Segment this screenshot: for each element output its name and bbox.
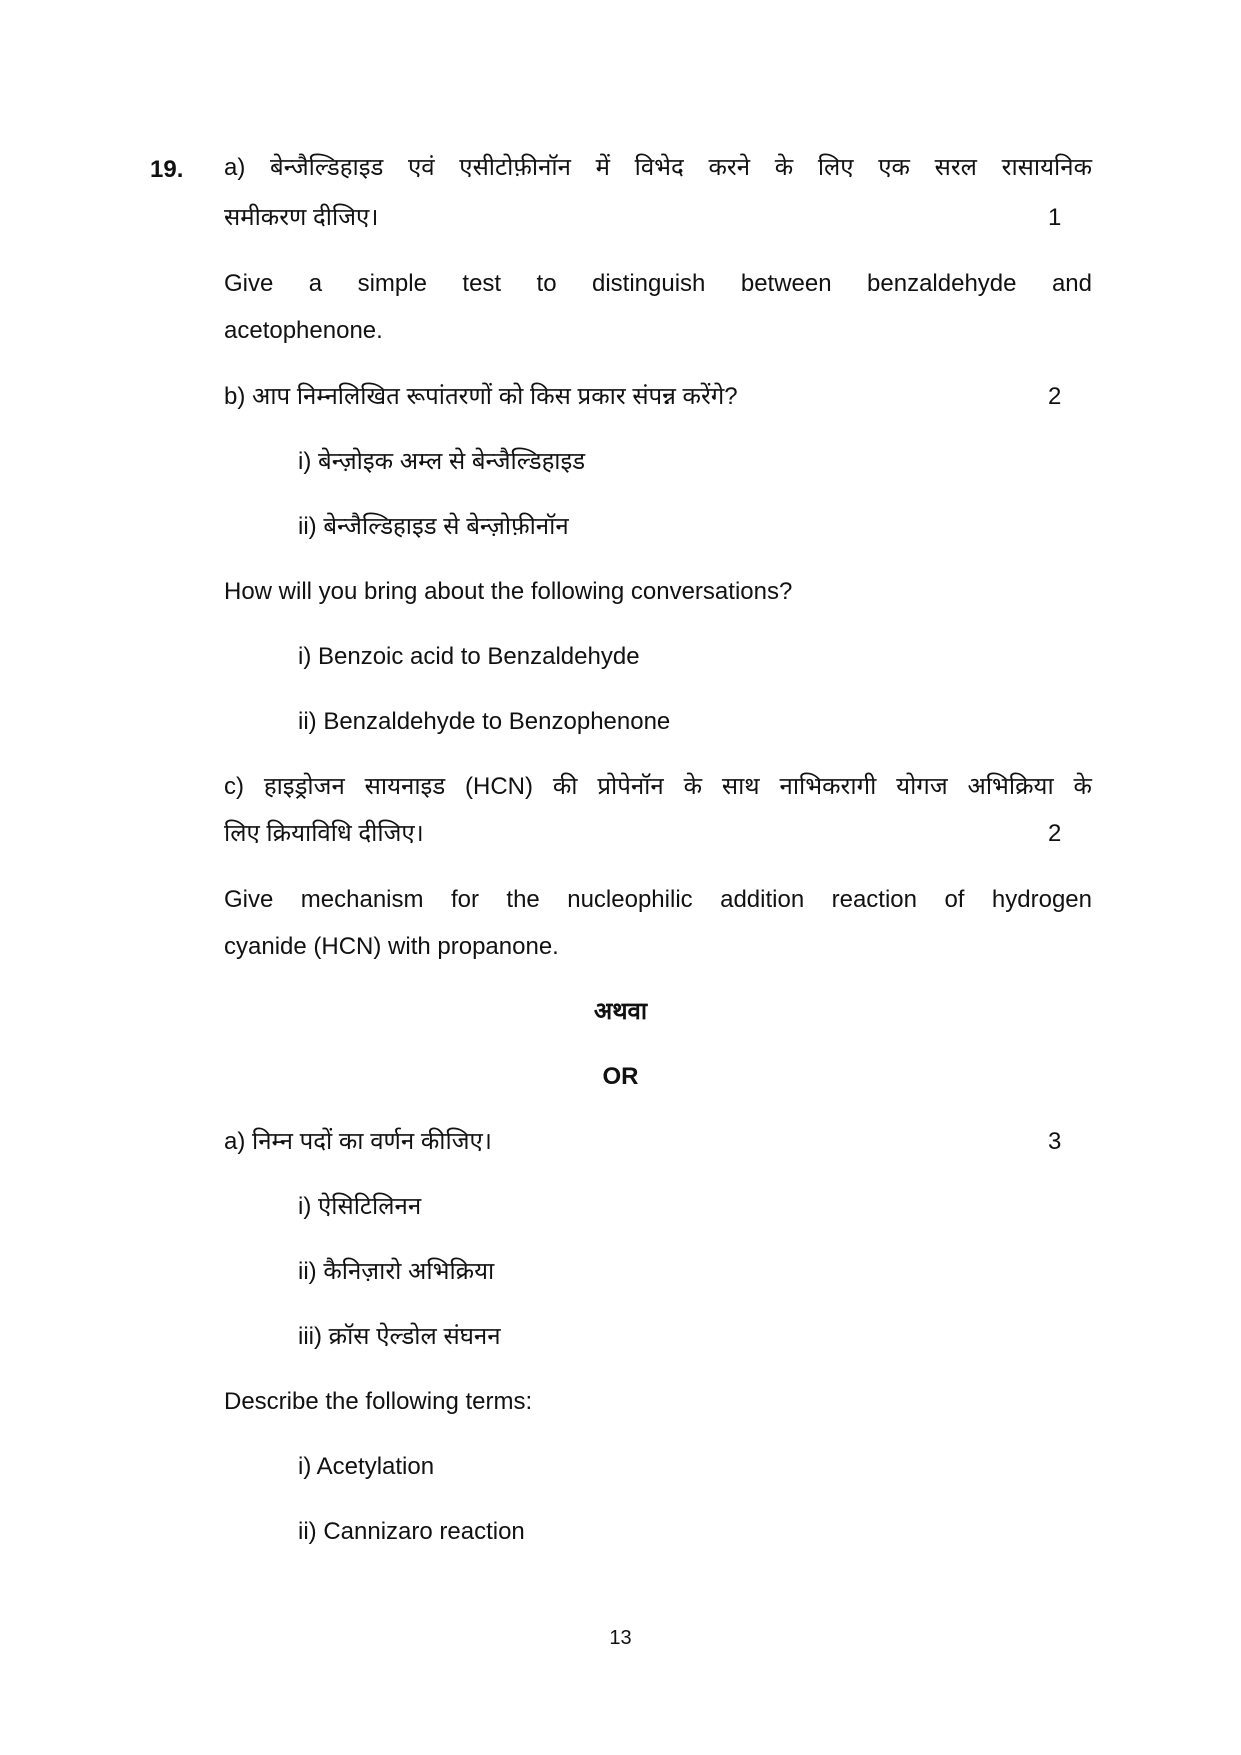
part-b-english-item: i) Benzoic acid to Benzaldehyde <box>298 643 640 670</box>
part-c-english-line2: cyanide (HCN) with propanone. <box>224 933 559 960</box>
question-number: 19. <box>150 156 184 183</box>
part-c-english-line1: Give mechanism for the nucleophilic addition reaction of hydrogen <box>224 886 1092 913</box>
part-c-hindi-line2: लिए क्रियाविधि दीजिए। <box>224 820 424 847</box>
alt-a-english: Describe the following terms: <box>224 1388 533 1415</box>
part-c-hindi-line1: c) हाइड्रोजन सायनाइड (HCN) की प्रोपेनॉन के साथ नाभिकरागी योगज अभिक्रिया के <box>224 773 1092 800</box>
alt-a-english-item: ii) Cannizaro reaction <box>298 1518 525 1545</box>
alt-a-hindi-item: iii) क्रॉस ऐल्डोल संघनन <box>298 1323 501 1350</box>
alt-a-marks: 3 <box>1048 1128 1062 1155</box>
part-b-marks: 2 <box>1048 383 1062 410</box>
part-a-hindi-line2: समीकरण दीजिए। <box>224 204 379 231</box>
alt-a-hindi: a) निम्न पदों का वर्णन कीजिए। <box>224 1128 492 1155</box>
or-english: OR <box>602 1063 639 1090</box>
part-b-hindi-item: ii) बेन्जैल्डिहाइड से बेन्ज़ोफ़ीनॉन <box>298 513 569 540</box>
part-a-english-line1: Give a simple test to distinguish between benzaldehyde and <box>224 270 1092 297</box>
alt-a-hindi-item: i) ऐसिटिलिनन <box>298 1193 422 1220</box>
part-b-hindi: b) आप निम्नलिखित रूपांतरणों को किस प्रकार संपन्न करेंगे? <box>224 383 738 410</box>
alt-a-english-item: i) Acetylation <box>298 1453 435 1480</box>
part-b-hindi-item: i) बेन्ज़ोइक अम्ल से बेन्जैल्डिहाइड <box>298 448 586 475</box>
page-number: 13 <box>609 1627 632 1649</box>
or-hindi: अथवा <box>593 998 648 1025</box>
part-a-hindi-line1: a) बेन्जैल्डिहाइड एवं एसीटोफ़ीनॉन में विभेद करने के लिए एक सरल रासायनिक <box>224 154 1092 181</box>
alt-a-hindi-item: ii) कैनिज़ारो अभिक्रिया <box>298 1258 495 1285</box>
part-a-marks: 1 <box>1048 204 1062 231</box>
part-a-english-line2: acetophenone. <box>224 317 383 344</box>
part-b-english-item: ii) Benzaldehyde to Benzophenone <box>298 708 671 735</box>
part-b-english: How will you bring about the following conversations? <box>224 578 793 605</box>
part-c-marks: 2 <box>1048 820 1062 847</box>
